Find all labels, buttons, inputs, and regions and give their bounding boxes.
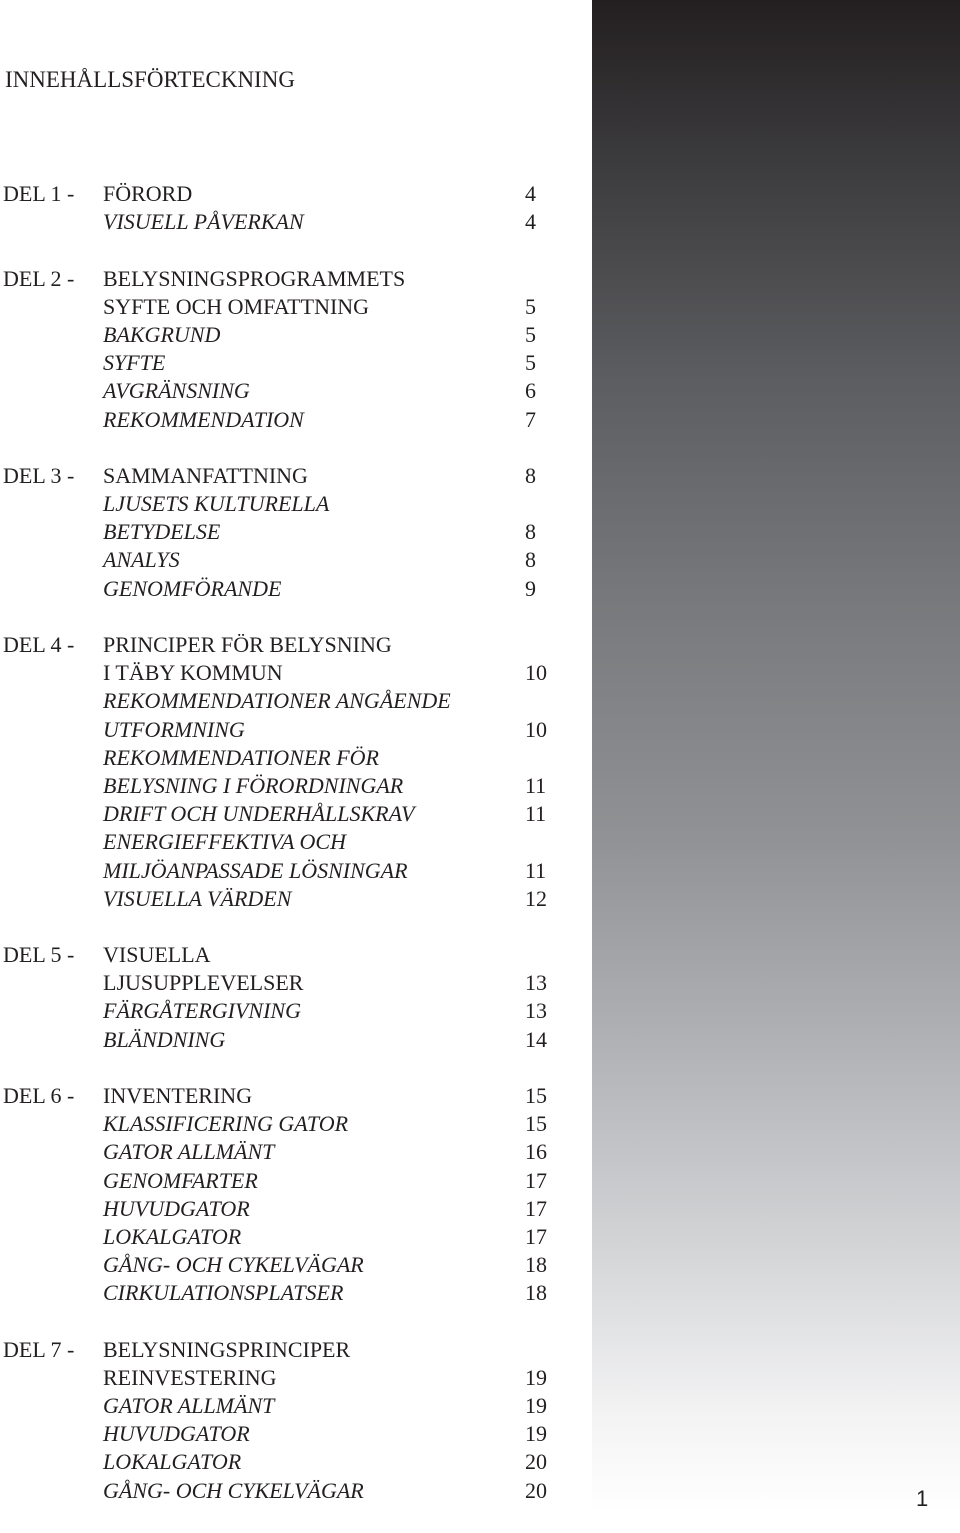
toc-subentry-title: LJUSETS KULTURELLA [103, 491, 330, 517]
toc-subentry-title: SYFTE [103, 350, 166, 376]
toc-entry[interactable] [0, 1167, 592, 1195]
toc-page-number: 13 [525, 970, 547, 996]
toc-entry-title: VISUELLA [103, 942, 211, 968]
toc-subentry-title: REKOMMENDATIONER ANGÅENDE [103, 688, 451, 714]
toc-entry[interactable] [0, 687, 592, 715]
toc-entry-title: INVENTERING [103, 1083, 253, 1108]
toc-subentry-title: GATOR ALLMÄNT [103, 1139, 275, 1165]
toc-entry[interactable] [0, 1195, 592, 1223]
toc-entry[interactable] [0, 744, 592, 772]
toc-subentry-title: DRIFT OCH UNDERHÅLLSKRAV [103, 801, 415, 827]
toc-subentry-title: HUVUDGATOR [103, 1195, 250, 1221]
toc-section-del-6 [0, 1082, 592, 1308]
toc-entry[interactable] [0, 1082, 592, 1110]
toc-entry-title: FÖRORD [103, 181, 193, 206]
toc-entry-title: SYFTE OCH OMFATTNING [103, 293, 370, 319]
toc-entry[interactable] [0, 857, 592, 885]
toc-subentry-title: BLÄNDNING [103, 1026, 226, 1052]
toc-subentry-title: REKOMMENDATIONER FÖR [103, 744, 379, 770]
toc-subentry-title: AVGRÄNSNING [103, 378, 250, 404]
toc-entry[interactable] [0, 546, 592, 574]
toc-page-number: 17 [525, 1223, 547, 1249]
toc-section-label: DEL 6 - [3, 1083, 75, 1108]
toc-entry[interactable] [0, 1336, 592, 1364]
toc-page-number: 5 [525, 350, 536, 376]
decorative-gradient-band [592, 0, 960, 1511]
toc-section-label: DEL 4 - [3, 632, 75, 657]
toc-entry-title: LJUSUPPLEVELSER [103, 970, 304, 996]
toc-entry[interactable] [0, 659, 592, 687]
toc-entry-title: PRINCIPER FÖR BELYSNING [103, 632, 392, 657]
toc-entry[interactable] [0, 885, 592, 913]
toc-entry[interactable] [0, 293, 592, 321]
toc-page-number: 17 [525, 1195, 547, 1221]
toc-subentry-title: BETYDELSE [103, 519, 221, 545]
toc-entry[interactable] [0, 406, 592, 434]
toc-page-number: 19 [525, 1393, 547, 1419]
toc-entry[interactable] [0, 377, 592, 405]
toc-subentry-title: GENOMFARTER [103, 1167, 258, 1193]
toc-entry[interactable] [0, 575, 592, 603]
toc-subentry-title: ANALYS [103, 547, 180, 573]
toc-entry-title: I TÄBY KOMMUN [103, 660, 283, 686]
toc-subentry-title: FÄRGÅTERGIVNING [103, 998, 301, 1024]
toc-entry[interactable] [0, 772, 592, 800]
toc-entry-title: BELYSNINGSPRINCIPER [103, 1336, 351, 1362]
toc-entry[interactable] [0, 631, 592, 659]
toc-section-label: DEL 3 - [3, 462, 75, 488]
toc-page-number: 4 [525, 181, 536, 206]
toc-page-number: 8 [525, 547, 536, 573]
toc-page-number: 12 [525, 885, 547, 911]
toc-subentry-title: BAKGRUND [103, 321, 221, 347]
toc-subentry-title: ENERGIEFFEKTIVA OCH [103, 829, 346, 855]
toc-entry-title: REINVESTERING [103, 1364, 277, 1390]
toc-subentry-title: GENOMFÖRANDE [103, 575, 282, 601]
toc-page-number: 14 [525, 1026, 547, 1052]
toc-entry[interactable] [0, 265, 592, 293]
toc-entry[interactable] [0, 490, 592, 518]
toc-entry[interactable] [0, 1138, 592, 1166]
toc-section-del-4 [0, 631, 592, 913]
toc-section-del-2 [0, 265, 592, 434]
toc-page-number: 10 [525, 660, 547, 686]
toc-entry[interactable] [0, 1251, 592, 1279]
toc-page-number: 15 [525, 1111, 547, 1137]
toc-page-number: 11 [525, 772, 547, 798]
toc-subentry-title: HUVUDGATOR [103, 1421, 250, 1447]
toc-page-number: 20 [525, 1449, 547, 1475]
toc-subentry-title: VISUELLA VÄRDEN [103, 885, 292, 911]
toc-page-number: 18 [525, 1280, 547, 1306]
toc-subentry-title: KLASSIFICERING GATOR [103, 1111, 349, 1137]
toc-page-number: 17 [525, 1167, 547, 1193]
toc-page-number: 10 [525, 716, 547, 742]
toc-section-label: DEL 1 - [3, 181, 75, 206]
toc-entry[interactable] [0, 208, 592, 236]
toc-page-number: 19 [525, 1364, 547, 1390]
toc-section-del-1 [0, 180, 592, 236]
toc-section-label: DEL 7 - [3, 1336, 75, 1362]
toc-page-number: 9 [525, 575, 536, 601]
toc-title: INNEHÅLLSFÖRTECKNING [5, 67, 295, 92]
table-of-contents [0, 180, 592, 1533]
toc-section-del-5 [0, 941, 592, 1054]
toc-page-number: 4 [525, 209, 536, 235]
toc-entry-title: SAMMANFATTNING [103, 462, 308, 488]
toc-subentry-title: GATOR ALLMÄNT [103, 1393, 275, 1419]
toc-subentry-title: REKOMMENDATION [103, 406, 304, 432]
toc-section-label: DEL 2 - [3, 265, 75, 291]
toc-subentry-title: CIRKULATIONSPLATSER [103, 1280, 344, 1306]
page-number: 1 [916, 1486, 929, 1511]
toc-page-number: 6 [525, 378, 536, 404]
toc-entry[interactable] [0, 800, 592, 828]
toc-entry[interactable] [0, 180, 592, 208]
toc-subentry-title: BELYSNING I FÖRORDNINGAR [103, 772, 404, 798]
toc-page-number: 7 [525, 406, 536, 432]
toc-subentry-title: GÅNG- OCH CYKELVÄGAR [103, 1477, 364, 1503]
toc-page-number: 19 [525, 1421, 547, 1447]
toc-page-number: 11 [525, 801, 547, 827]
toc-entry[interactable] [0, 997, 592, 1025]
toc-entry[interactable] [0, 1279, 592, 1307]
toc-entry[interactable] [0, 1392, 592, 1420]
toc-entry[interactable] [0, 941, 592, 969]
toc-page-number: 16 [525, 1139, 547, 1165]
toc-page-number: 15 [525, 1083, 547, 1108]
toc-section-del-3 [0, 462, 592, 603]
toc-page-number: 11 [525, 857, 547, 883]
toc-entry[interactable] [0, 1110, 592, 1138]
toc-entry[interactable] [0, 716, 592, 744]
toc-entry[interactable] [0, 321, 592, 349]
toc-entry[interactable] [0, 349, 592, 377]
toc-subentry-title: LOKALGATOR [103, 1449, 242, 1475]
toc-subentry-title: UTFORMNING [103, 716, 245, 742]
toc-page-number: 8 [525, 462, 536, 488]
toc-page-number: 18 [525, 1252, 547, 1278]
toc-entry[interactable] [0, 828, 592, 856]
toc-section-del-7 [0, 1336, 592, 1505]
toc-page-number: 5 [525, 321, 536, 347]
toc-subentry-title: GÅNG- OCH CYKELVÄGAR [103, 1252, 364, 1278]
toc-subentry-title: VISUELL PÅVERKAN [103, 209, 304, 235]
toc-entry[interactable] [0, 518, 592, 546]
toc-page-number: 13 [525, 998, 547, 1024]
toc-entry[interactable] [0, 1477, 592, 1505]
toc-entry[interactable] [0, 1223, 592, 1251]
toc-section-label: DEL 5 - [3, 942, 75, 968]
toc-entry[interactable] [0, 1448, 592, 1476]
toc-page-number: 8 [525, 519, 536, 545]
toc-entry[interactable] [0, 1026, 592, 1054]
toc-page-number: 5 [525, 293, 536, 319]
toc-page-number: 20 [525, 1477, 547, 1503]
toc-subentry-title: LOKALGATOR [103, 1223, 242, 1249]
toc-entry[interactable] [0, 462, 592, 490]
toc-entry[interactable] [0, 1364, 592, 1392]
toc-entry-title: BELYSNINGSPROGRAMMETS [103, 265, 406, 291]
toc-entry[interactable] [0, 969, 592, 997]
toc-subentry-title: MILJÖANPASSADE LÖSNINGAR [103, 857, 408, 883]
toc-entry[interactable] [0, 1420, 592, 1448]
